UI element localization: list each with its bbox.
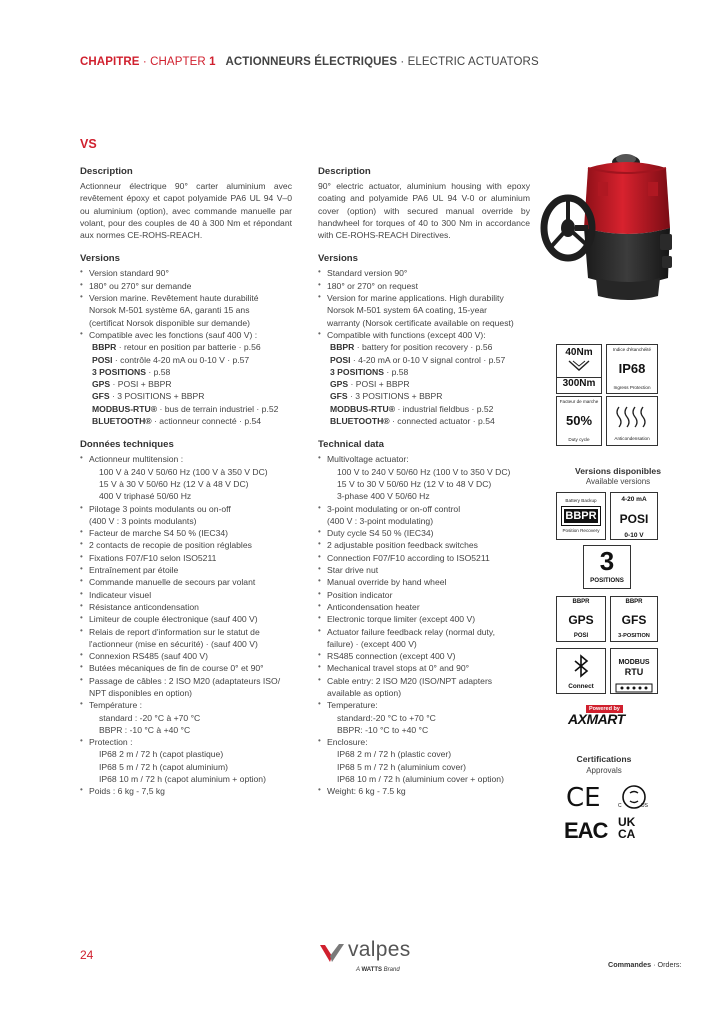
bbpr-version-badge bbox=[556, 492, 606, 540]
watts-brand-line: A WATTS Brand bbox=[356, 967, 400, 973]
list-item: • Position indicator bbox=[318, 589, 530, 601]
french-column bbox=[80, 166, 292, 798]
function-item: BBPR · battery for position recovery · p.56 bbox=[330, 342, 493, 353]
chapter-header bbox=[80, 56, 539, 68]
torque-badge bbox=[556, 344, 602, 394]
chapter-title-fr: ACTIONNEURS ÉLECTRIQUES bbox=[225, 56, 398, 68]
list-item: • Weight: 6 kg - 7.5 kg bbox=[318, 785, 530, 797]
heat-waves-icon bbox=[607, 403, 657, 431]
list-item: • Temperature: standard:-20 °C to +70 °C BBPR: -10 °C to +40 °C bbox=[318, 699, 530, 736]
certifications-subtitle: Approvals bbox=[586, 766, 622, 775]
list-item: • Version for marine applications. High durability Norsok M-501 system 6A coating, 15-year warranty (Norsok certificate available on request) bbox=[318, 292, 530, 329]
list-item: • Température : standard : -20 °C à +70 °C BBPR : -10 °C à +40 °C bbox=[80, 699, 292, 736]
list-item: • Entraînement par étoile bbox=[80, 564, 292, 576]
list-item: • 180° ou 270° sur demande bbox=[80, 280, 292, 292]
header-separator: · bbox=[139, 56, 151, 68]
list-item: • 2 contacts de recopie de position réglables bbox=[80, 539, 292, 551]
list-item: • Cable entry: 2 ISO M20 (ISO/NPT adapters available as option) bbox=[318, 675, 530, 700]
tech-title-en: Technical data bbox=[318, 439, 384, 451]
description-title-fr: Description bbox=[80, 166, 133, 177]
torque-min: 40Nm bbox=[565, 347, 593, 358]
list-item: • Compatible avec les fonctions (sauf 400 V) : bbox=[80, 329, 292, 341]
valpes-brand: valpes bbox=[348, 938, 411, 961]
gfs-label: GFS bbox=[621, 613, 647, 627]
versions-list-fr bbox=[80, 267, 292, 427]
list-item: • Connection F07/F10 according to ISO5211 bbox=[318, 552, 530, 564]
function-item: BBPR · retour en position par batterie · p.56 bbox=[92, 342, 261, 353]
list-item: • Relais de report d'information sur le statut de l'actionneur (mise en sécurité) · (sauf 400 V) bbox=[80, 626, 292, 651]
list-item: • Star drive nut bbox=[318, 564, 530, 576]
versions-box-subtitle: Available versions bbox=[585, 477, 651, 486]
csa-c-label: C bbox=[618, 803, 622, 809]
gps-version-badge bbox=[556, 596, 606, 642]
csa-mark bbox=[616, 782, 652, 814]
ip-value: IP68 bbox=[618, 361, 646, 376]
chevron-down-icon bbox=[557, 359, 601, 373]
function-item: BLUETOOTH® · connected actuator · p.54 bbox=[330, 416, 495, 427]
actuator-product-image bbox=[538, 148, 688, 308]
versions-list-en bbox=[318, 267, 530, 427]
list-item: • Version standard 90° bbox=[80, 267, 292, 279]
list-item: • Standard version 90° bbox=[318, 267, 530, 279]
function-item: POSI · 4-20 mA or 0-10 V signal control · p.57 bbox=[330, 354, 506, 365]
gfs-version-badge bbox=[610, 596, 658, 642]
bbpr-label: BBPR bbox=[562, 507, 600, 525]
list-item: • Résistance anticondensation bbox=[80, 601, 292, 613]
function-item: GFS · 3 POSITIONS + BBPR bbox=[92, 391, 205, 402]
bluetooth-label: Connect bbox=[568, 683, 594, 690]
chapter-label: CHAPTER bbox=[150, 56, 210, 68]
certifications-title: Certifications bbox=[576, 754, 632, 764]
powered-by-label: Powered by bbox=[586, 705, 623, 713]
modbus-label-b: RTU bbox=[624, 667, 644, 677]
duty-sublabel: Duty cycle bbox=[568, 437, 590, 442]
chapter-number: 1 bbox=[209, 56, 216, 68]
torque-max: 300Nm bbox=[557, 377, 601, 390]
function-item: 3 POSITIONS · p.58 bbox=[92, 366, 171, 377]
posi-version-badge bbox=[610, 492, 658, 540]
list-item: • 180° or 270° on request bbox=[318, 280, 530, 292]
three-number: 3 bbox=[599, 546, 615, 576]
function-item: 3 POSITIONS · p.58 bbox=[330, 366, 409, 377]
function-item: BLUETOOTH® · actionneur connecté · p.54 bbox=[92, 416, 262, 427]
chapitre-label: CHAPITRE bbox=[80, 56, 140, 68]
posi-top-label: 4-20 mA bbox=[621, 496, 647, 503]
description-title-en: Description bbox=[318, 166, 371, 177]
ukca-line-2: CA bbox=[618, 827, 636, 841]
list-item: • Butées mécaniques de fin de course 0° et 90° bbox=[80, 662, 292, 674]
posi-label: POSI bbox=[619, 512, 649, 526]
list-item: • Actuator failure feedback relay (normal duty, failure) · (except 400 V) bbox=[318, 626, 530, 651]
ip-label: Indice d'étanchéité bbox=[612, 347, 652, 352]
gfs-top-label: BBPR bbox=[625, 599, 643, 605]
ukca-mark bbox=[618, 816, 648, 840]
bluetooth-version-badge bbox=[556, 648, 606, 694]
three-label: POSITIONS bbox=[590, 577, 624, 584]
page-number: 24 bbox=[80, 948, 94, 962]
bbpr-top-label: Battery Backup bbox=[565, 498, 597, 503]
versions-title-fr: Versions bbox=[80, 253, 120, 265]
list-item: • 3-point modulating or on-off control (400 V : 3-point modulating) bbox=[318, 503, 530, 528]
list-item: • Electronic torque limiter (except 400 V) bbox=[318, 613, 530, 625]
modbus-label-a: MODBUS bbox=[618, 659, 650, 666]
versions-box-title: Versions disponibles bbox=[575, 466, 661, 476]
list-item: • Protection : IP68 2 m / 72 h (capot plastique) IP68 5 m / 72 h (capot aluminium) IP68 10 m / 72 h (capot aluminium + option) bbox=[80, 736, 292, 785]
list-item: • Actionneur multitension : 100 V à 240 V 50/60 Hz (100 V à 350 V DC) 15 V à 30 V 50/60 Hz (12 V à 48 V DC) 400 V triphasé 50/60 Hz bbox=[80, 453, 292, 502]
description-text-en: 90° electric actuator, aluminium housing with epoxy coating and polyamide PA6 UL 94 V-0 or aluminium cover (option) with secured manual override by handwheel for torques of 40 to 300 Nm in accordance with CE-ROHS-REACH Directives. bbox=[318, 181, 530, 241]
list-item: • Commande manuelle de secours par volant bbox=[80, 576, 292, 588]
list-item: • Manual override by hand wheel bbox=[318, 576, 530, 588]
ip-sublabel: Ingress Protection bbox=[613, 385, 651, 390]
list-item: • Indicateur visuel bbox=[80, 589, 292, 601]
list-item: • Pilotage 3 points modulants ou on-off (400 V : 3 points modulants) bbox=[80, 503, 292, 528]
three-positions-badge bbox=[583, 545, 631, 589]
list-item: • RS485 connection (except 400 V) bbox=[318, 650, 530, 662]
tech-list-fr bbox=[80, 453, 292, 797]
list-item: • Limiteur de couple électronique (sauf 400 V) bbox=[80, 613, 292, 625]
ce-mark: CE bbox=[566, 783, 601, 813]
anticondensation-badge bbox=[606, 396, 658, 446]
valpes-logo-icon bbox=[318, 942, 346, 964]
list-item: • Fixations F07/F10 selon ISO5211 bbox=[80, 552, 292, 564]
eac-mark: EAC bbox=[564, 818, 608, 843]
function-item: MODBUS-RTU® · bus de terrain industriel · p.52 bbox=[92, 403, 279, 414]
duty-label: Facteur de marche bbox=[559, 399, 599, 404]
bbpr-bottom-label: Position Recovery bbox=[562, 528, 600, 533]
list-item: • Duty cycle S4 50 % (IEC34) bbox=[318, 527, 530, 539]
function-item: MODBUS-RTU® · industrial fieldbus · p.52 bbox=[330, 403, 494, 414]
modbus-version-badge bbox=[610, 648, 658, 694]
list-item: • Poids : 6 kg - 7,5 kg bbox=[80, 785, 292, 797]
gps-label: GPS bbox=[568, 613, 594, 627]
list-item: • Passage de câbles : 2 ISO M20 (adaptateurs ISO/ NPT disponibles en option) bbox=[80, 675, 292, 700]
description-text-fr: Actionneur électrique 90° carter aluminium avec revêtement époxy et capot polyamide PA6 UL 94 V–0 ou aluminium (option), avec commande manuelle par volant, pour des couples de 40 à 300 Nm et répondant aux normes CE-ROHS-REACH. bbox=[80, 181, 292, 241]
list-item: • Multivoltage actuator: 100 V to 240 V 50/60 Hz (100 V to 350 V DC) 15 V to 30 V 50/60 Hz (12 V to 48 V DC) 3-phase 400 V 50/60 Hz bbox=[318, 453, 530, 502]
product-code: VS bbox=[80, 137, 97, 151]
ip-badge bbox=[606, 344, 658, 394]
ukca-line-1: UK bbox=[618, 815, 636, 829]
csa-icon bbox=[616, 782, 652, 814]
list-item: • Enclosure: IP68 2 m / 72 h (plastic cover) IP68 5 m / 72 h (aluminium cover) IP68 10 m / 72 h (aluminium cover + option) bbox=[318, 736, 530, 785]
connector-pins-icon bbox=[611, 683, 657, 693]
gps-bottom-label: POSI bbox=[573, 633, 589, 639]
list-item: • Anticondensation heater bbox=[318, 601, 530, 613]
csa-us-label: US bbox=[641, 803, 648, 809]
orders-label: Commandes · Orders: bbox=[608, 960, 682, 969]
anticondensation-label: Anticondensation bbox=[614, 436, 650, 441]
list-item: • Connexion RS485 (sauf 400 V) bbox=[80, 650, 292, 662]
list-item: • Facteur de marche S4 50 % (IEC34) bbox=[80, 527, 292, 539]
list-item: • 2 adjustable position feedback switches bbox=[318, 539, 530, 551]
list-item: • Compatible with functions (except 400 V): bbox=[318, 329, 530, 341]
duty-value: 50% bbox=[565, 413, 593, 428]
gfs-bottom-label: 3-POSITION bbox=[618, 633, 650, 639]
header-separator: · bbox=[397, 56, 408, 68]
function-item: GFS · 3 POSITIONS + BBPR bbox=[330, 391, 443, 402]
function-item: GPS · POSI + BBPR bbox=[92, 379, 172, 390]
tech-list-en bbox=[318, 453, 530, 797]
bluetooth-icon bbox=[557, 653, 605, 679]
tech-title-fr: Données techniques bbox=[80, 439, 174, 451]
function-item: GPS · POSI + BBPR bbox=[330, 379, 410, 390]
axmart-logo: AXMART bbox=[568, 711, 625, 727]
duty-cycle-badge bbox=[556, 396, 602, 446]
posi-bottom-label: 0-10 V bbox=[624, 532, 644, 539]
versions-title-en: Versions bbox=[318, 253, 358, 265]
english-column bbox=[318, 166, 530, 798]
chapter-title-en: ELECTRIC ACTUATORS bbox=[407, 56, 539, 68]
list-item: • Mechanical travel stops at 0° and 90° bbox=[318, 662, 530, 674]
gps-top-label: BBPR bbox=[572, 599, 590, 605]
list-item: • Version marine. Revêtement haute durabilité Norsok M-501 système 6A, garanti 15 ans (certificat Norsok disponible sur demande) bbox=[80, 292, 292, 329]
function-item: POSI · contrôle 4-20 mA ou 0-10 V · p.57 bbox=[92, 354, 250, 365]
